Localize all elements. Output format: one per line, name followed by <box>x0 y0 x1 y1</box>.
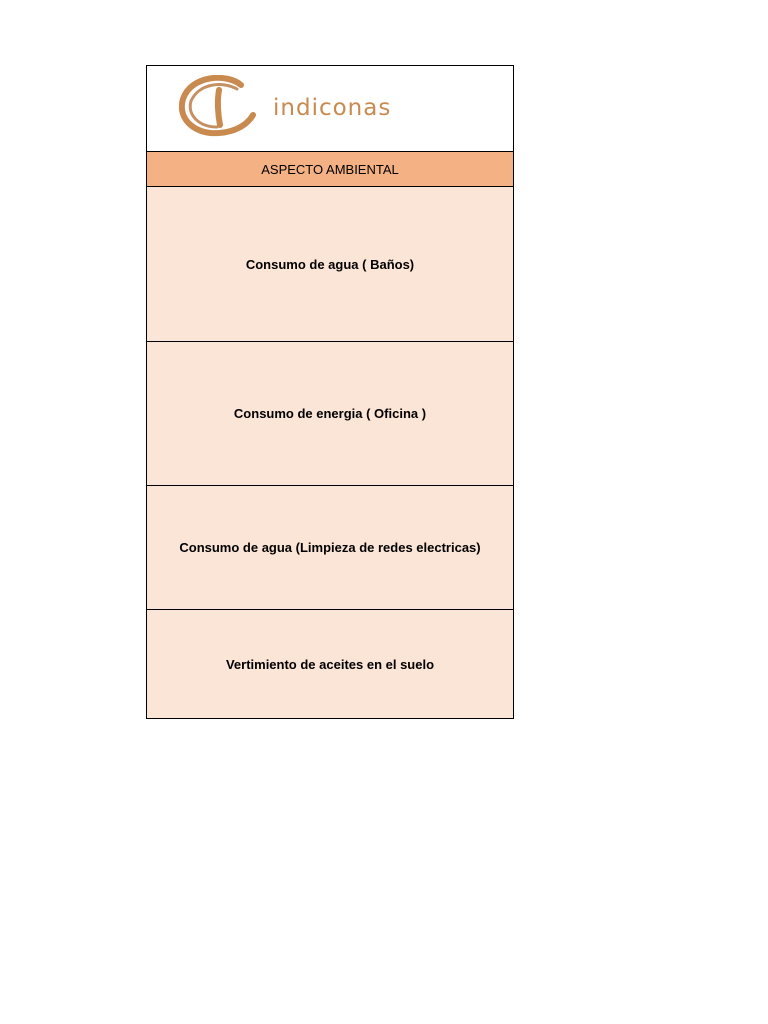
aspect-table <box>146 65 514 719</box>
logo-cell <box>147 66 514 152</box>
logo <box>179 75 391 137</box>
table-row: Consumo de agua (Limpieza de redes electricas) <box>147 486 514 610</box>
indiconas-logo-icon <box>179 75 259 137</box>
table-row: Consumo de agua ( Baños) <box>147 187 514 342</box>
table-header-aspecto-ambiental: ASPECTO AMBIENTAL <box>147 152 514 187</box>
logo-text: indiconas <box>273 95 392 121</box>
table-row: Vertimiento de aceites en el suelo <box>147 610 514 719</box>
table-row: Consumo de energia ( Oficina ) <box>147 342 514 486</box>
